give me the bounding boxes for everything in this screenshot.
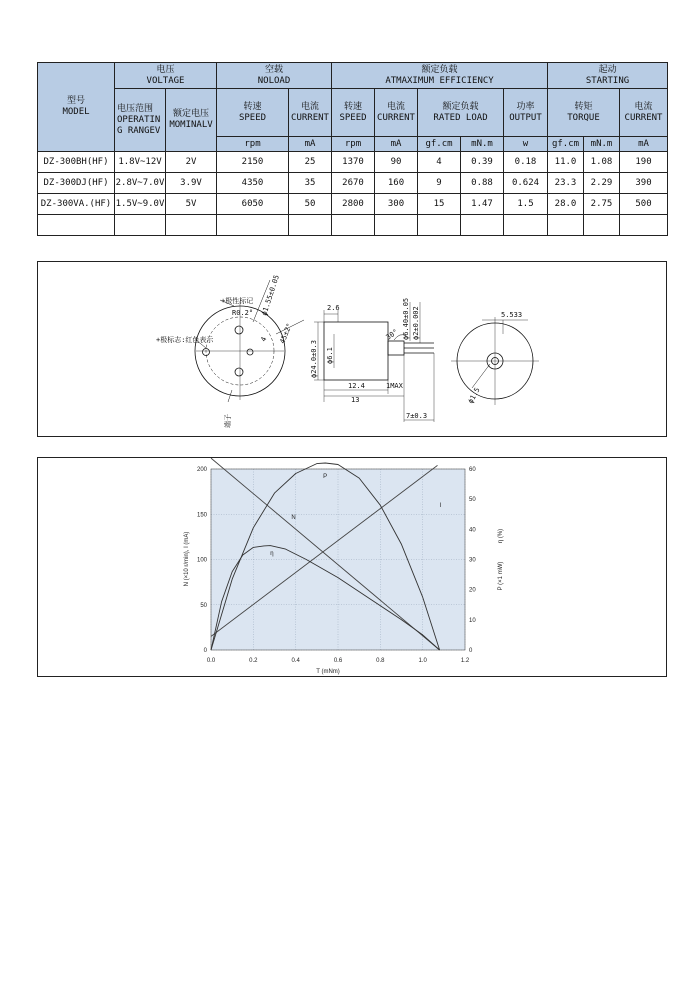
dimension-label: ϕ24.0±0.3	[310, 340, 318, 378]
table-cell: 2150	[217, 152, 289, 173]
y-right-tick-label: 20	[469, 587, 476, 594]
unit-cell: rpm	[217, 137, 289, 152]
table-cell: DZ-300BH(HF)	[38, 152, 115, 173]
dimension-label: 45±2°	[278, 322, 294, 345]
table-cell: 190	[620, 152, 668, 173]
y-left-tick-label: 100	[196, 557, 207, 564]
x-tick-label: 1.2	[460, 658, 470, 664]
table-cell: 28.0	[548, 194, 584, 215]
series-label: N	[291, 514, 296, 521]
dimension-drawing	[38, 262, 668, 438]
noload-header: 空载 NOLOAD	[217, 63, 332, 89]
dimension-label: ϕ6.1	[326, 347, 334, 364]
table-cell: 5V	[166, 194, 217, 215]
table-cell: 90	[375, 152, 418, 173]
unit-cell: mA	[620, 137, 668, 152]
sub-header-load-speed: 转速 SPEED	[332, 89, 375, 137]
table-cell: 2670	[332, 173, 375, 194]
table-cell: 500	[620, 194, 668, 215]
y-left-tick-label: 0	[203, 648, 207, 654]
sub-header-load-current: 电流 CURRENT	[375, 89, 418, 137]
unit-cell: gf.cm	[418, 137, 461, 152]
performance-chart	[38, 458, 668, 678]
table-cell: 300	[375, 194, 418, 215]
table-cell: 0.88	[461, 173, 504, 194]
dimension-label: 30°	[384, 327, 400, 342]
dimension-label: 5.533	[501, 311, 523, 319]
sub-header-start-current: 电流 CURRENT	[620, 89, 668, 137]
y-left-tick-label: 200	[196, 467, 207, 473]
sub-header-output: 功率 OUTPUT	[504, 89, 548, 137]
y-right-tick-label: 0	[469, 648, 473, 654]
table-row	[38, 173, 668, 194]
dimension-label: 7±0.3	[406, 412, 428, 420]
sub-header-rated-load: 额定负载 RATED LOAD	[418, 89, 504, 137]
dimension-drawing-frame	[37, 261, 667, 437]
table-cell: 2.8V~7.0V	[115, 173, 166, 194]
x-tick-label: 0.0	[206, 658, 216, 664]
drawing-note: 端子	[224, 414, 232, 428]
table-cell: 2.75	[584, 194, 620, 215]
series-label: P	[323, 474, 328, 481]
x-tick-label: 0.6	[333, 658, 343, 664]
table-cell: 160	[375, 173, 418, 194]
table-cell: 3.9V	[166, 173, 217, 194]
spec-table	[37, 62, 668, 236]
x-tick-label: 0.2	[249, 658, 258, 664]
table-cell: 2.29	[584, 173, 620, 194]
unit-cell: mN.m	[584, 137, 620, 152]
table-cell: 2800	[332, 194, 375, 215]
y-left-tick-label: 50	[200, 602, 207, 609]
dimension-label: 12.4	[348, 382, 365, 390]
table-cell: 0.18	[504, 152, 548, 173]
y-right-tick-label: 30	[469, 557, 476, 564]
drawing-note: +极标志:红色表示	[156, 336, 214, 344]
table-cell: 6050	[217, 194, 289, 215]
table-cell: 1370	[332, 152, 375, 173]
series-label: I	[439, 503, 442, 510]
dimension-label: 1MAX	[386, 382, 403, 390]
table-cell: 4350	[217, 173, 289, 194]
performance-chart-frame	[37, 457, 667, 677]
y-left-tick-label: 150	[196, 512, 207, 519]
voltage-header: 电压 VOLTAGE	[115, 63, 217, 89]
table-cell: 1.5	[504, 194, 548, 215]
y-right-tick-label: 10	[469, 617, 476, 624]
drawing-note: +极性标记	[221, 297, 254, 305]
table-cell: 1.8V~12V	[115, 152, 166, 173]
table-cell: 0.624	[504, 173, 548, 194]
table-cell: 50	[289, 194, 332, 215]
table-row-empty	[38, 215, 668, 236]
unit-cell: mA	[289, 137, 332, 152]
sub-header-noload-speed: 转速 SPEED	[217, 89, 289, 137]
unit-cell: w	[504, 137, 548, 152]
table-cell: 0.39	[461, 152, 504, 173]
sub-header-operating-range: 电压范围 OPERATIN G RANGEV	[115, 89, 166, 152]
table-cell: 1.5V~9.0V	[115, 194, 166, 215]
table-row	[38, 152, 668, 173]
y-right-tick-label: 40	[469, 527, 476, 534]
unit-cell: rpm	[332, 137, 375, 152]
table-cell: DZ-300DJ(HF)	[38, 173, 115, 194]
y-axis-label-left: N (×10 r/min), I (mA)	[184, 531, 190, 587]
starting-header: 起动 STARTING	[548, 63, 668, 89]
dimension-label: ϕ1.55±0.05	[260, 274, 281, 317]
series-label: η	[270, 550, 274, 557]
table-cell: 1.47	[461, 194, 504, 215]
table-cell: 9	[418, 173, 461, 194]
dimension-label: ϕ1.5	[466, 386, 482, 405]
table-cell: 15	[418, 194, 461, 215]
table-cell: 390	[620, 173, 668, 194]
table-row	[38, 194, 668, 215]
y-axis-label-right-eta: η (%)	[498, 528, 504, 544]
x-axis-label: T (mNm)	[316, 669, 340, 675]
table-cell: 23.3	[548, 173, 584, 194]
model-header: 型号 MODEL	[38, 63, 115, 152]
dimension-label: 4	[259, 335, 269, 343]
drawing-note: R0.2°	[232, 309, 254, 317]
x-tick-label: 0.8	[376, 658, 385, 664]
y-right-tick-label: 60	[469, 467, 476, 473]
table-cell: 1.08	[584, 152, 620, 173]
y-axis-label-right-power: P (×1 mW)	[498, 561, 504, 591]
dimension-label: ϕ6.40±0.05	[402, 297, 410, 340]
x-tick-label: 1.0	[418, 658, 427, 664]
x-tick-label: 0.4	[291, 658, 300, 664]
unit-cell: gf.cm	[548, 137, 584, 152]
dimension-label: ϕ2±0.002	[412, 306, 420, 340]
table-cell: 4	[418, 152, 461, 173]
sub-header-nominal-voltage: 额定电压 MOMINALV	[166, 89, 217, 152]
sub-header-torque: 转矩 TORQUE	[548, 89, 620, 137]
sub-header-noload-current: 电流 CURRENT	[289, 89, 332, 137]
table-cell: 25	[289, 152, 332, 173]
unit-cell: mN.m	[461, 137, 504, 152]
table-cell: 35	[289, 173, 332, 194]
y-right-tick-label: 50	[469, 497, 476, 504]
efficiency-header: 额定负载 ATMAXIMUM EFFICIENCY	[332, 63, 548, 89]
table-cell: DZ-300VA.(HF)	[38, 194, 115, 215]
dimension-label: 13	[351, 396, 360, 404]
table-cell: 11.0	[548, 152, 584, 173]
unit-cell: mA	[375, 137, 418, 152]
table-cell: 2V	[166, 152, 217, 173]
dimension-label: 2.6	[327, 304, 340, 312]
